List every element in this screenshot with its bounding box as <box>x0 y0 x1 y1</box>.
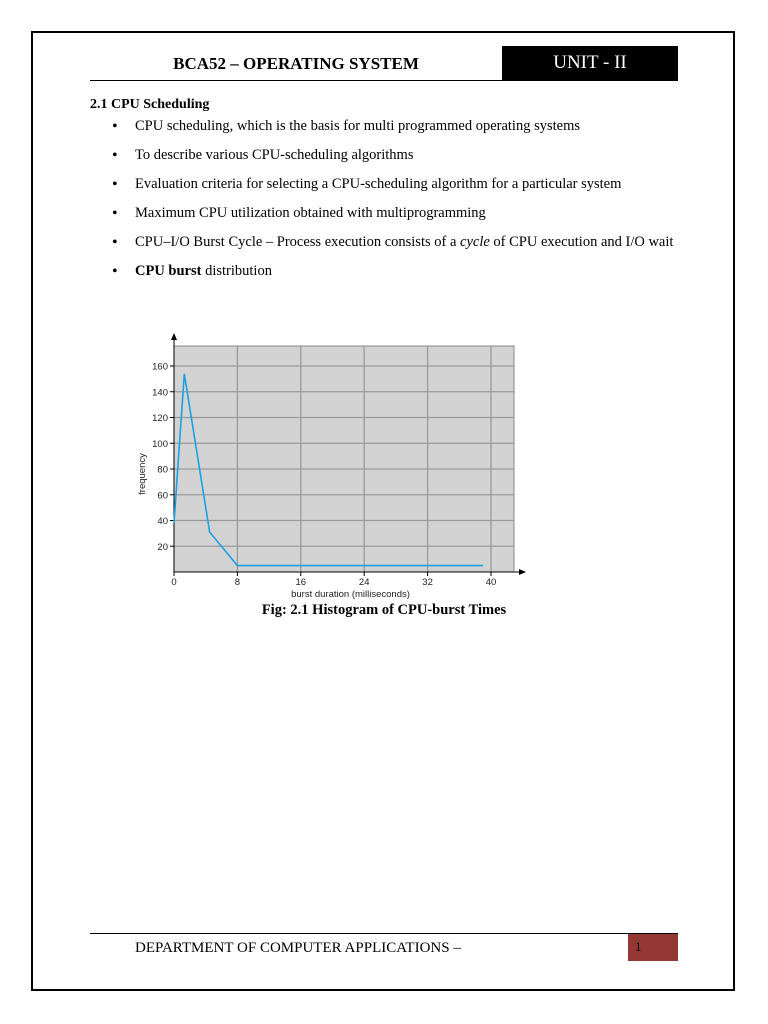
list-item <box>110 142 680 169</box>
figure-caption: Fig: 2.1 Histogram of CPU-burst Times <box>261 602 507 618</box>
bullet-icon: • <box>112 205 118 222</box>
y-tick-label: 60 <box>157 490 168 502</box>
plot-background <box>174 346 514 572</box>
x-tick-label: 40 <box>485 577 497 588</box>
y-tick-label: 140 <box>152 387 168 399</box>
list-item <box>110 171 680 198</box>
x-tick-label: 16 <box>295 577 307 588</box>
list-item <box>110 258 680 285</box>
bullet-text: Maximum CPU utilization obtained with multiprogramming <box>135 205 486 221</box>
bullet-icon: • <box>112 147 118 164</box>
list-item <box>110 200 680 227</box>
y-axis-arrow-icon <box>171 333 177 340</box>
x-tick-label: 0 <box>171 577 177 588</box>
burst-histogram-chart <box>138 330 530 602</box>
x-tick-label: 24 <box>358 577 370 588</box>
y-axis-label: frequency <box>138 453 148 495</box>
x-axis-label: burst duration (milliseconds) <box>291 589 410 600</box>
x-tick-label: 32 <box>422 577 433 588</box>
y-tick-label: 20 <box>157 541 168 553</box>
x-tick-label: 8 <box>234 577 241 588</box>
cpu-burst-rest: distribution <box>201 263 272 279</box>
x-axis-arrow-icon <box>519 569 526 575</box>
footer-rule <box>90 933 678 934</box>
bullet-text: To describe various CPU-scheduling algorithms <box>135 147 414 163</box>
y-tick-label: 100 <box>152 438 168 450</box>
section-heading: 2.1 CPU Scheduling <box>90 97 210 112</box>
bullet-icon: • <box>112 118 118 135</box>
y-tick-label: 160 <box>152 361 168 373</box>
page-number: 1 <box>628 934 678 961</box>
header-rule <box>90 80 678 81</box>
header-title: BCA52 – OPERATING SYSTEM <box>173 54 419 73</box>
bullet-text: CPU scheduling, which is the basis for multi programmed operating systems <box>135 118 581 134</box>
list-item <box>110 229 680 256</box>
bullet-list <box>110 113 680 287</box>
burst-cycle-text: CPU–I/O Burst Cycle – Process execution consists of a <box>135 234 461 250</box>
unit-label: UNIT - II <box>502 46 678 80</box>
cycle-emphasis: cycle <box>460 234 490 250</box>
y-tick-label: 120 <box>152 413 168 424</box>
list-item <box>110 113 680 140</box>
burst-cycle-text-end: of CPU execution and I/O wait <box>489 234 674 250</box>
bullet-icon: • <box>112 176 118 193</box>
bullet-icon: • <box>112 263 118 280</box>
chart-svg <box>138 330 530 602</box>
bullet-text: Evaluation criteria for selecting a CPU-scheduling algorithm for a particular system <box>135 176 622 192</box>
bullet-icon: • <box>112 234 118 251</box>
footer-department: DEPARTMENT OF COMPUTER APPLICATIONS – <box>135 940 461 956</box>
y-tick-label: 80 <box>157 464 168 476</box>
y-tick-label: 40 <box>157 516 168 527</box>
cpu-burst-bold: CPU burst <box>135 263 202 279</box>
